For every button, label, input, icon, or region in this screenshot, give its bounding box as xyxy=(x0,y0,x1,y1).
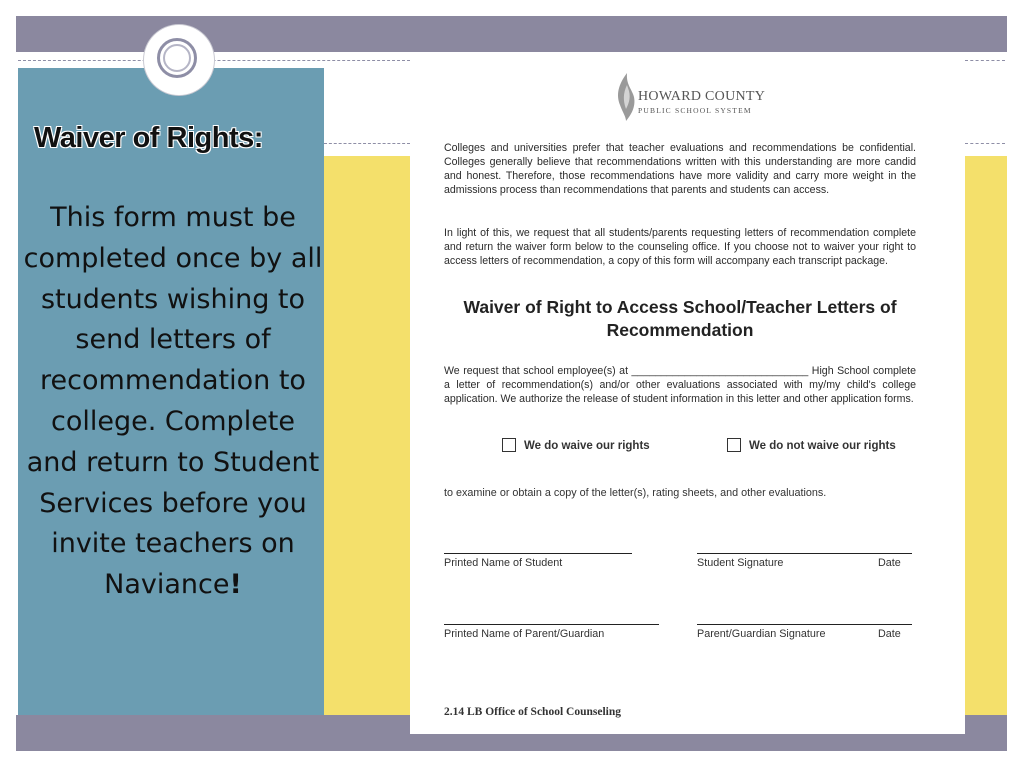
dashed-divider xyxy=(324,143,410,144)
intro-paragraph: Colleges and universities prefer that teacher evaluations and recommendations be confidential. Colleges generally believe that recommendations written with this understanding are more candid and honest. Therefore, those recommendations have more validity and carry more weight in the admissions process than recommendations that parents and students can access. xyxy=(444,142,916,196)
form-title: Waiver of Right to Access School/Teacher Letters of Recommendation xyxy=(463,297,897,340)
slide-body xyxy=(22,198,324,606)
hcpss-logo xyxy=(614,71,766,125)
dashed-divider xyxy=(965,143,1005,144)
parent-signature-label: Parent/Guardian Signature xyxy=(697,628,826,640)
parent-signature-line[interactable] xyxy=(697,624,912,625)
waive-option[interactable] xyxy=(502,438,650,452)
not-waive-option-label: We do not waive our rights xyxy=(749,440,896,452)
request-paragraph: In light of this, we request that all students/parents requesting letters of recommendation complete and return the waiver form below to the counseling office. If you choose not to waiver your right to access letters of recommendation, a copy of this form will accompany each transcript package. xyxy=(444,227,916,267)
slide xyxy=(16,16,1007,751)
student-name-label: Printed Name of Student xyxy=(444,557,563,569)
form-footer-code: 2.14 LB Office of School Counseling xyxy=(444,706,621,718)
parent-name-line[interactable] xyxy=(444,624,659,625)
slide-body-exclaim: ! xyxy=(229,569,242,601)
circle-ornament-ring-inner xyxy=(163,44,191,72)
student-signature-label: Student Signature xyxy=(697,557,784,569)
parent-name-label: Printed Name of Parent/Guardian xyxy=(444,628,605,640)
not-waive-option[interactable] xyxy=(727,438,896,452)
slide-body-text: This form must be completed once by all students wishing to send letters of recommendation to college. Complete and return to Student Services before you invite teachers on Naviance xyxy=(23,202,323,601)
dashed-divider xyxy=(18,60,410,61)
student-date-label: Date xyxy=(878,557,901,569)
waive-checkbox[interactable] xyxy=(502,438,516,452)
dashed-divider xyxy=(965,60,1005,61)
not-waive-checkbox[interactable] xyxy=(727,438,741,452)
examine-text: to examine or obtain a copy of the letter(s), rating sheets, and other evaluations. xyxy=(444,487,827,499)
parent-date-label: Date xyxy=(878,628,901,640)
student-name-line[interactable] xyxy=(444,553,632,554)
waiver-form-document xyxy=(410,66,965,734)
waive-option-label: We do waive our rights xyxy=(524,440,650,452)
student-signature-line[interactable] xyxy=(697,553,912,554)
slide-title: Waiver of Rights: xyxy=(34,122,263,154)
flame-logo-icon xyxy=(614,71,640,123)
logo-line2: PUBLIC SCHOOL SYSTEM xyxy=(638,106,752,115)
authorization-paragraph: We request that school employee(s) at ______________________________ High School complete a letter of recommendation(s) and/or other evaluations associated with my/my child's college application. We authorize the release of student information in this letter and other application forms. xyxy=(444,365,916,405)
logo-line1: HOWARD COUNTY xyxy=(638,89,766,104)
